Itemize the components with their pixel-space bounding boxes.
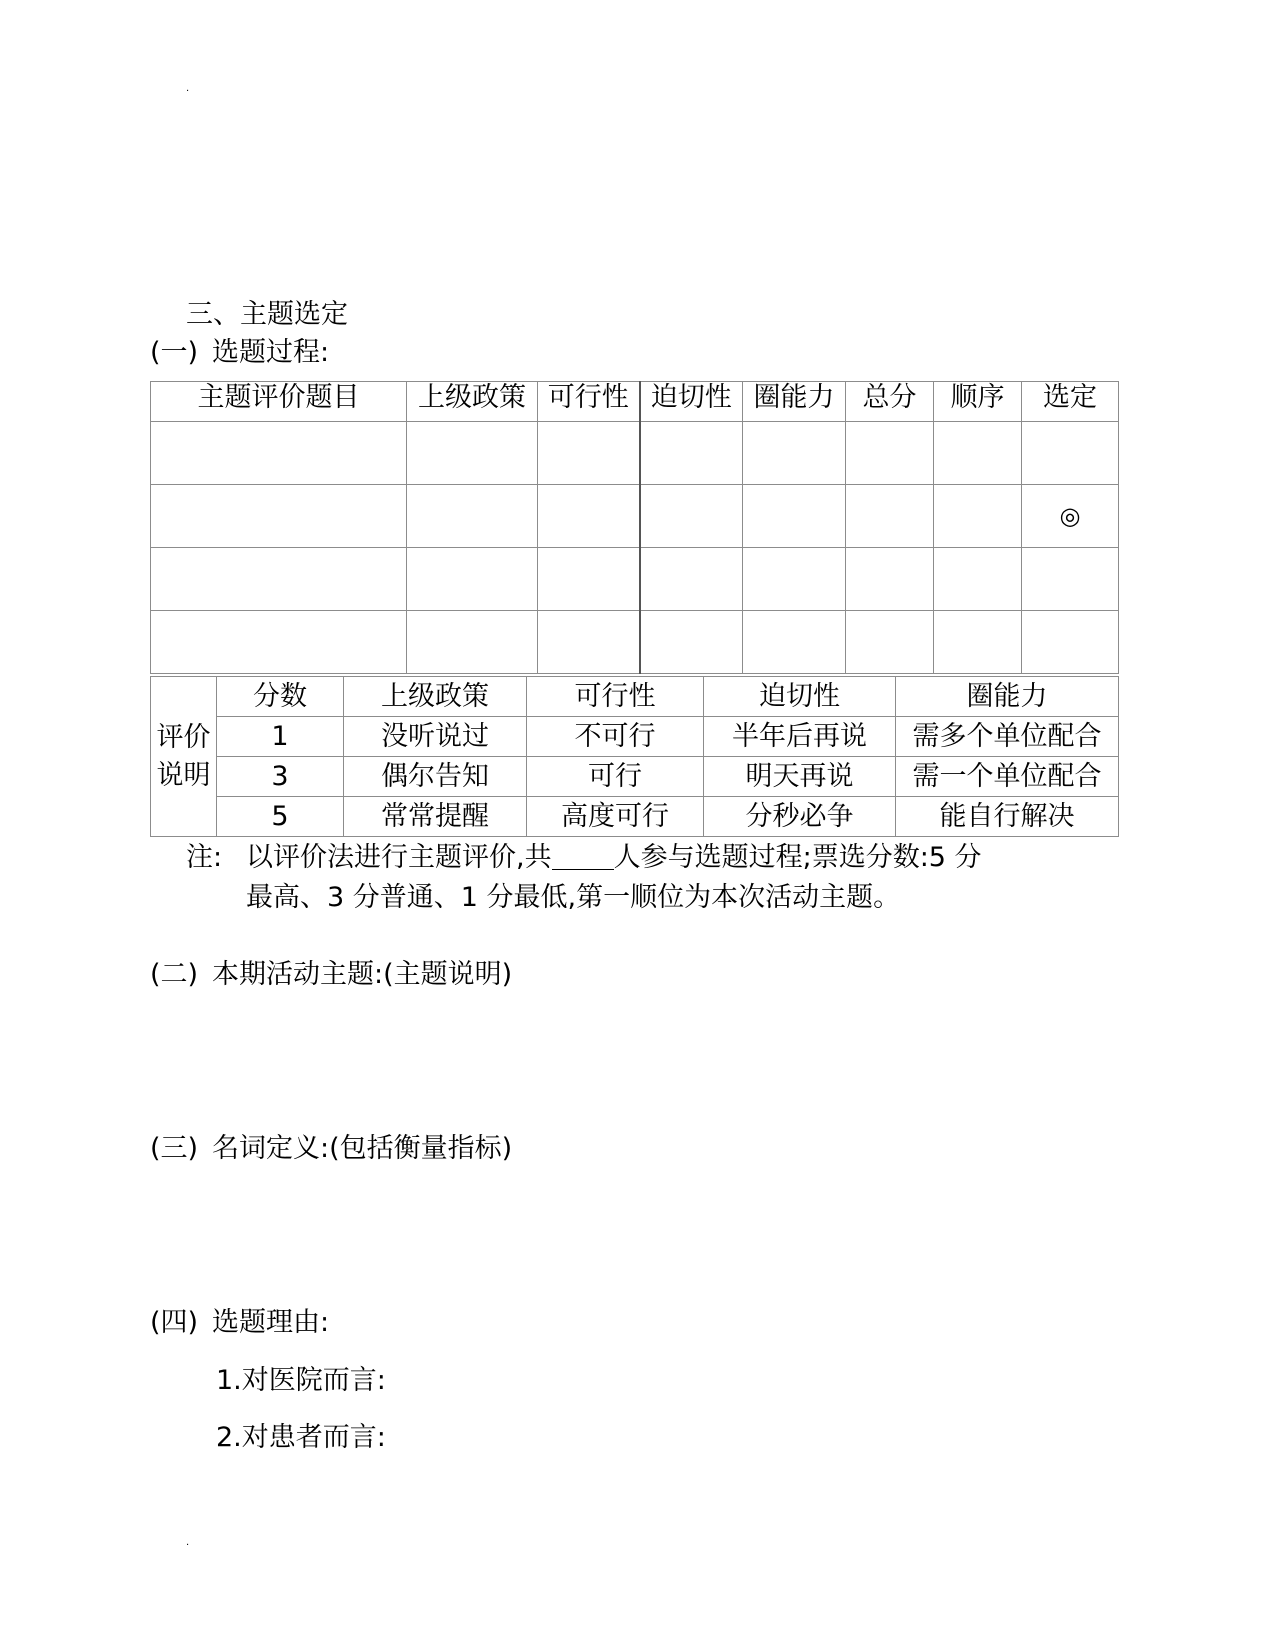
subsection-3-heading: [150, 1132, 512, 1166]
policy-level: 没听说过: [344, 717, 527, 757]
section-title: 三、主题选定: [186, 299, 348, 330]
table-row: [151, 422, 1119, 485]
table-cell[interactable]: [743, 611, 846, 674]
criteria-header-capability: 圈能力: [896, 677, 1119, 717]
table-row: [151, 611, 1119, 674]
evaluation-criteria-table: [150, 676, 1119, 837]
table-cell[interactable]: [538, 485, 640, 548]
selected-mark-icon: ◎: [1059, 502, 1081, 530]
feasibility-level: 高度可行: [527, 797, 704, 837]
table-cell[interactable]: [407, 548, 538, 611]
note-line-1: [246, 838, 982, 878]
table-cell[interactable]: [538, 422, 640, 485]
subsection-2-title: 本期活动主题:(主题说明): [212, 959, 513, 990]
col-header-urgency: 迫切性: [640, 382, 743, 422]
table-row: [151, 485, 1119, 548]
table-cell[interactable]: [1022, 611, 1119, 674]
criteria-header-urgency: 迫切性: [704, 677, 896, 717]
participant-count-blank[interactable]: [552, 841, 614, 870]
criteria-header-feasibility: 可行性: [527, 677, 704, 717]
table-row: [151, 548, 1119, 611]
table-cell[interactable]: [151, 485, 407, 548]
table-cell[interactable]: [934, 611, 1022, 674]
subsection-3-title: 名词定义:(包括衡量指标): [212, 1133, 513, 1164]
table-cell[interactable]: [846, 611, 934, 674]
capability-level: 需多个单位配合: [896, 717, 1119, 757]
table-cell[interactable]: [538, 611, 640, 674]
table-cell[interactable]: [1022, 485, 1119, 548]
table-cell[interactable]: [407, 611, 538, 674]
col-header-topic: 主题评价题目: [151, 382, 407, 422]
eval-table-header-row: [151, 382, 1119, 422]
feasibility-level: 可行: [527, 757, 704, 797]
col-header-capability: 圈能力: [743, 382, 846, 422]
side-label-line2: 说明: [156, 759, 211, 791]
table-cell[interactable]: [640, 422, 743, 485]
note-label: 注:: [186, 842, 223, 873]
subsection-4-number: (四): [150, 1307, 199, 1338]
criteria-side-label: [151, 677, 217, 837]
table-cell[interactable]: [846, 548, 934, 611]
col-header-policy: 上级政策: [407, 382, 538, 422]
urgency-level: 分秒必争: [704, 797, 896, 837]
urgency-level: 明天再说: [704, 757, 896, 797]
table-cell[interactable]: [640, 548, 743, 611]
subsection-3-number: (三): [150, 1133, 199, 1164]
criteria-header-score: 分数: [217, 677, 344, 717]
topic-evaluation-table: [150, 381, 1119, 674]
criteria-header-policy: 上级政策: [344, 677, 527, 717]
subsection-1-title: 选题过程:: [212, 337, 330, 368]
table-cell[interactable]: [934, 422, 1022, 485]
table-cell[interactable]: [151, 611, 407, 674]
subsection-1-heading: [150, 336, 329, 370]
table-row: [151, 797, 1119, 837]
page-mark-top: .: [186, 83, 190, 94]
score-value: 1: [217, 717, 344, 757]
col-header-feasibility: 可行性: [538, 382, 640, 422]
note-line-1-after: 人参与选题过程;票选分数:5 分: [613, 842, 982, 873]
col-header-total: 总分: [846, 382, 934, 422]
subsection-2-number: (二): [150, 959, 199, 990]
side-label-line1: 评价: [156, 721, 211, 753]
feasibility-level: 不可行: [527, 717, 704, 757]
page-mark-bottom: .: [186, 1537, 190, 1548]
note-line-1-before: 以评价法进行主题评价,共: [246, 842, 552, 873]
table-cell[interactable]: [407, 485, 538, 548]
table-cell[interactable]: [538, 548, 640, 611]
capability-level: 需一个单位配合: [896, 757, 1119, 797]
table-cell[interactable]: [1022, 422, 1119, 485]
policy-level: 常常提醒: [344, 797, 527, 837]
urgency-level: 半年后再说: [704, 717, 896, 757]
reason-patient: 2.对患者而言:: [216, 1422, 386, 1453]
table-cell[interactable]: [846, 485, 934, 548]
table-cell[interactable]: [743, 422, 846, 485]
table-cell[interactable]: [640, 611, 743, 674]
col-header-rank: 顺序: [934, 382, 1022, 422]
criteria-header-row: [151, 677, 1119, 717]
table-cell[interactable]: [934, 548, 1022, 611]
score-value: 3: [217, 757, 344, 797]
subsection-1-number: (一): [150, 337, 199, 368]
table-cell[interactable]: [151, 422, 407, 485]
table-row: [151, 717, 1119, 757]
capability-level: 能自行解决: [896, 797, 1119, 837]
table-cell[interactable]: [934, 485, 1022, 548]
subsection-4-heading: [150, 1306, 329, 1340]
reason-hospital: 1.对医院而言:: [216, 1365, 386, 1396]
table-cell[interactable]: [1022, 548, 1119, 611]
table-cell[interactable]: [151, 548, 407, 611]
table-cell[interactable]: [743, 548, 846, 611]
table-cell[interactable]: [743, 485, 846, 548]
subsection-4-title: 选题理由:: [212, 1307, 330, 1338]
table-cell[interactable]: [640, 485, 743, 548]
table-cell[interactable]: [407, 422, 538, 485]
policy-level: 偶尔告知: [344, 757, 527, 797]
note-line-2: 最高、3 分普通、1 分最低,第一顺位为本次活动主题。: [246, 882, 901, 913]
score-value: 5: [217, 797, 344, 837]
col-header-selected: 选定: [1022, 382, 1119, 422]
subsection-2-heading: [150, 958, 512, 992]
table-cell[interactable]: [846, 422, 934, 485]
table-row: [151, 757, 1119, 797]
